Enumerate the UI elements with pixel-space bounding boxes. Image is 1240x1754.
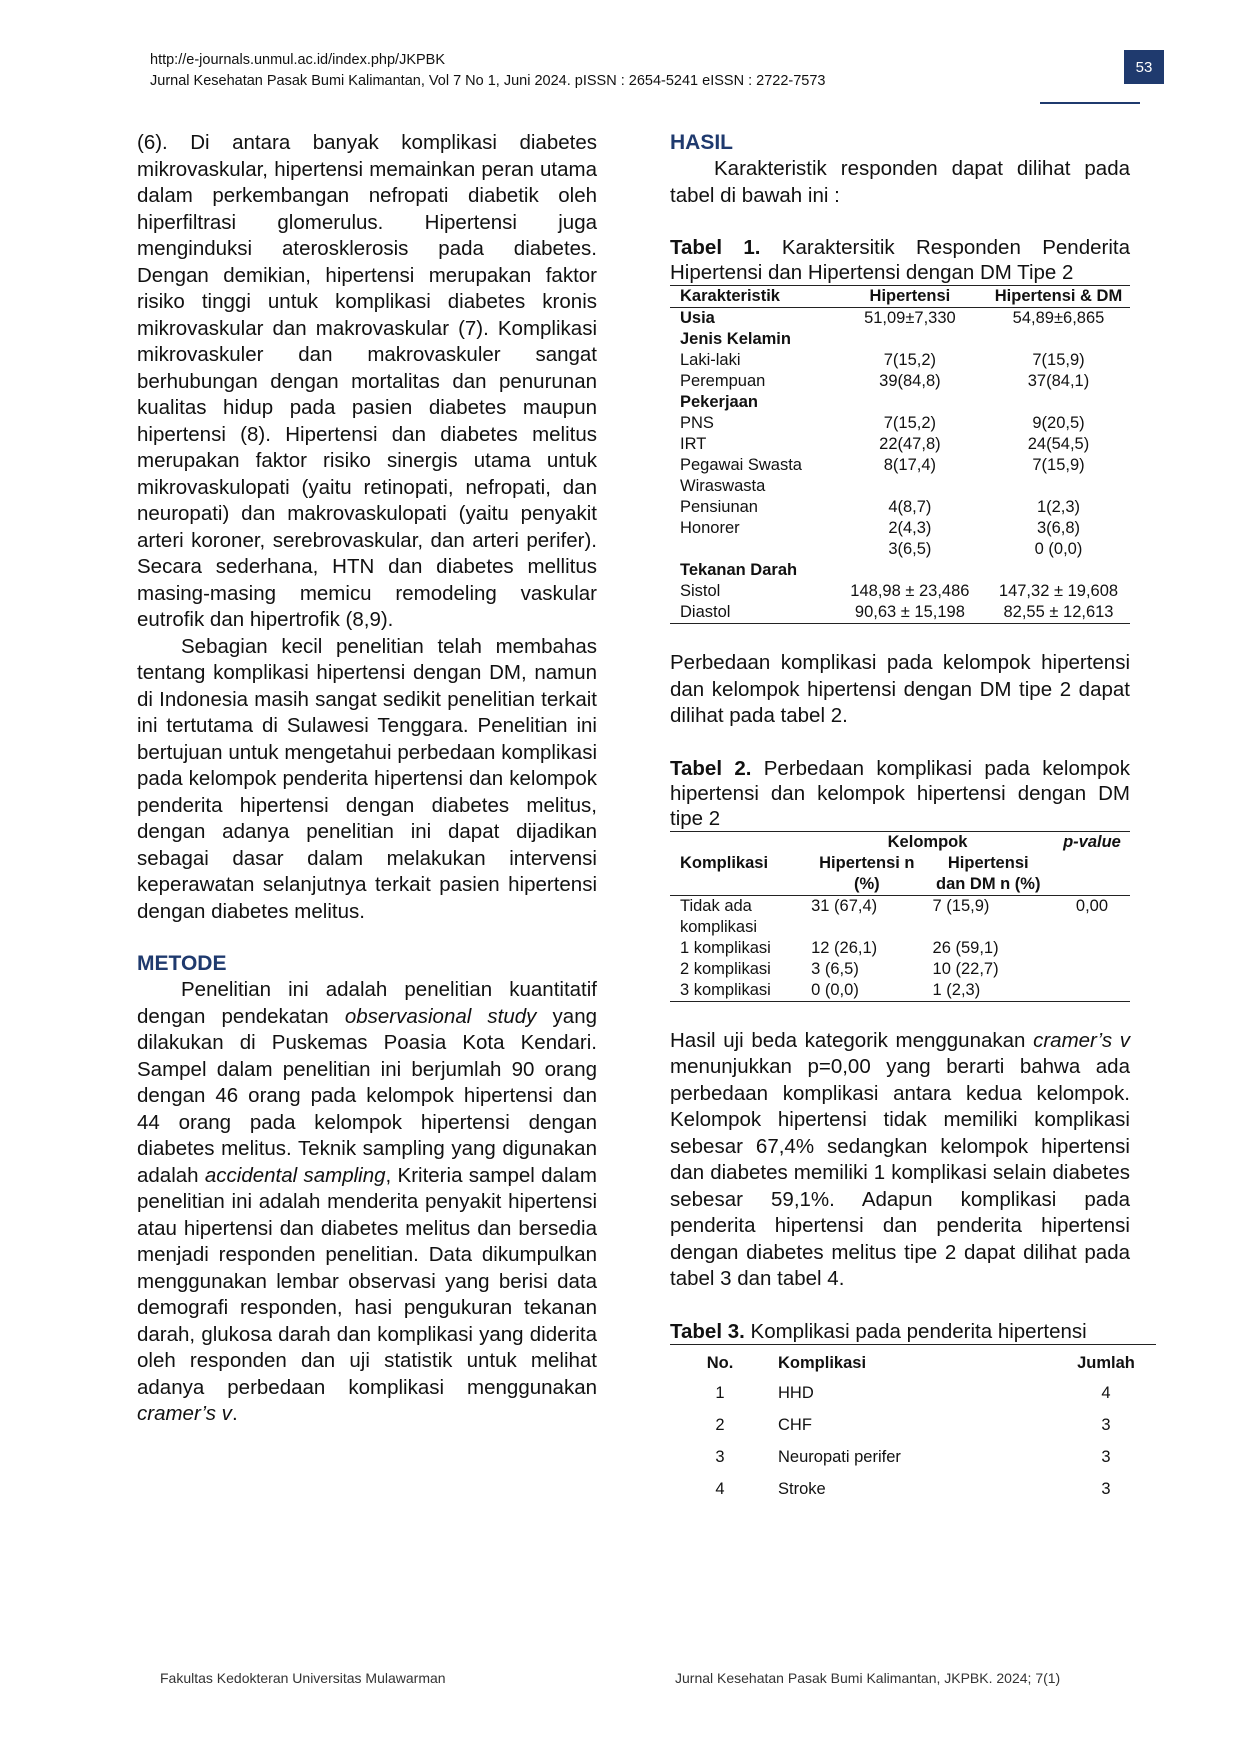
table-row: 2 CHF 3	[715, 1416, 1111, 1434]
footer-left: Fakultas Kedokteran Universitas Mulawarman	[160, 1670, 446, 1686]
table-3	[670, 1344, 1156, 1506]
metode-paragraph: Penelitian ini adalah penelitian kuantitatif dengan pendekatan observasional study yang dilakukan di Puskemas Poasia Kota Kendari. Sampel dalam penelitian ini berjumlah 90 orang dengan 46 orang pada kelompok hipertensi dan 44 orang pada kelompok hipertensi dengan diabetes melitus. Teknik sampling yang digunakan adalah accidental sampling, Kriteria sampel dalam penelitian ini adalah menderita penyakit hipertensi atau hipertensi dan diabetes melitus dan bersedia menjadi responden penelitian. Data dikumpulkan menggunakan lembar observasi yang berisi data demografi responden, hasi pengukuran tekanan darah, glukosa darah dan komplikasi yang diderita oleh responden dan uji statistik untuk melihat adanya perbedaan komplikasi menggunakan cramer’s v.	[137, 978, 598, 1425]
table-3-caption: Tabel 3. Komplikasi pada penderita hipertensi	[670, 1319, 1087, 1343]
left-column	[137, 130, 597, 1428]
table-row: Diastol 90,63 ± 15,198 82,55 ± 12,613	[670, 602, 1130, 624]
table-row: Sistol 148,98 ± 23,486 147,32 ± 19,608	[680, 582, 1119, 600]
table-row: Laki-laki 7(15,2) 7(15,9)	[680, 351, 1085, 369]
table-row: 3(6,5) 0 (0,0)	[888, 540, 1083, 558]
table-2-caption: Tabel 2. Perbedaan komplikasi pada kelompok hipertensi dan kelompok hipertensi dengan DM tipe 2	[670, 756, 1130, 830]
table-row: 4 Stroke 3	[715, 1480, 1111, 1498]
table-row: 1 komplikasi 12 (26,1) 26 (59,1)	[680, 938, 999, 957]
header-rule	[1040, 102, 1140, 104]
intro-paragraph-2: Sebagian kecil penelitian telah membahas tentang komplikasi hipertensi dengan DM, namun di Indonesia masih sangat sedikit penelitian terkait ini tertutama di Sulawesi Tenggara. Penelitian ini bertujuan untuk mengetahui perbedaan komplikasi pada kelompok penderita hipertensi dan kelompok penderita hipertensi dengan diabetes melitus, dengan adanya penelitian ini dapat dijadikan sebagai dasar dalam melakukan intervensi keperawatan selanjutnya terkait pasien hipertensi dengan diabetes melitus.	[137, 634, 597, 923]
hasil-intro: Karakteristik responden dapat dilihat pada tabel di bawah ini :	[670, 157, 1130, 207]
table-header-row: Hipertensi n (%) Hipertensi dan DM n (%)	[670, 853, 1130, 896]
paragraph-before-table-2: Perbedaan komplikasi pada kelompok hipertensi dan kelompok hipertensi dengan DM tipe 2 dapat dilihat pada tabel 2.	[670, 651, 1130, 727]
table-row: Jenis Kelamin	[680, 330, 791, 348]
table-row: Pekerjaan	[680, 393, 758, 411]
table-row: Usia 51,09±7,330 54,89±6,865	[680, 309, 1105, 327]
right-column	[670, 130, 1135, 1506]
metode-heading: METODE	[137, 952, 227, 975]
table-row: 3 Neuropati perifer 3	[715, 1448, 1111, 1466]
table-row: Perempuan 39(84,8) 37(84,1)	[680, 372, 1090, 390]
table-row: 1 HHD 4	[715, 1384, 1111, 1402]
header-url: http://e-journals.unmul.ac.id/index.php/JKPBK	[150, 52, 445, 68]
table-header-row: Komplikasi Kelompok p-value	[670, 831, 1130, 853]
header-journal-info: Jurnal Kesehatan Pasak Bumi Kalimantan, Vol 7 No 1, Juni 2024. pISSN : 2654-5241 eISSN : 2722-7573	[150, 73, 826, 89]
table-row: IRT 22(47,8) 24(54,5)	[680, 435, 1090, 453]
table-row: Tidak ada komplikasi 31 (67,4) 7 (15,9) 0,00	[680, 896, 1109, 936]
table-1-caption: Tabel 1. Karaktersitik Responden Penderita Hipertensi dan Hipertensi dengan DM Tipe 2	[670, 236, 1130, 284]
hasil-heading: HASIL	[670, 131, 733, 154]
page-number: 53	[1124, 50, 1164, 84]
table-row: Pensiunan 4(8,7) 1(2,3)	[680, 498, 1081, 516]
table-header-row: Karakteristik Hipertensi Hipertensi & DM	[670, 286, 1130, 308]
hasil-paragraph: Hasil uji beda kategorik menggunakan cramer’s v menunjukkan p=0,00 yang berarti bahwa ada perbedaan komplikasi antara kedua kelompok. Kelompok hipertensi tidak memiliki komplikasi sebesar 67,4% sedangkan kelompok hipertensi dan diabetes memiliki 1 komplikasi selain diabetes sebesar 59,1%. Adapun komplikasi pada penderita hipertensi dan penderita hipertensi dengan diabetes melitus tipe 2 dapat dilihat pada tabel 3 dan tabel 4.	[670, 1028, 1130, 1290]
table-header-row: No. Komplikasi Jumlah	[670, 1344, 1156, 1378]
table-row: 2 komplikasi 3 (6,5) 10 (22,7)	[680, 959, 999, 978]
table-1	[670, 285, 1130, 624]
table-row: 3 komplikasi 0 (0,0) 1 (2,3)	[670, 980, 1130, 1002]
table-row: Wiraswasta	[680, 477, 766, 495]
table-row: Pegawai Swasta 8(17,4) 7(15,9)	[680, 456, 1085, 474]
table-2	[670, 831, 1130, 1002]
table-row: PNS 7(15,2) 9(20,5)	[680, 414, 1085, 432]
footer-right: Jurnal Kesehatan Pasak Bumi Kalimantan, JKPBK. 2024; 7(1)	[675, 1670, 1061, 1686]
intro-paragraph-continued: (6). Di antara banyak komplikasi diabetes mikrovaskular, hipertensi memainkan peran utama dalam perkembangan nefropati diabetik oleh hiperfiltrasi glomerulus. Hipertensi juga menginduksi aterosklerosis pada diabetes. Dengan demikian, hipertensi merupakan faktor risiko tinggi untuk komplikasi diabetes kronis mikrovaskular dan makrovaskular (7). Komplikasi mikrovaskuler dan makrovaskuler sangat berhubungan dengan mortalitas dan penurunan kualitas hidup pada pasien diabetes maupun hipertensi (8). Hipertensi dan diabetes melitus merupakan faktor risiko sinergis utama untuk mikrovaskulopati (yaitu retinopati, nefropati, dan neuropati) dan makrovaskulopati (yaitu penyakit arteri koroner, serebrovaskular, dan arteri perifer). Secara sederhana, HTN dan diabetes mellitus masing-masing memicu remodeling vaskular eutrofik dan hipertrofik (8,9).	[137, 131, 597, 631]
table-row: Honorer 2(4,3) 3(6,8)	[680, 519, 1081, 537]
table-row: Tekanan Darah	[680, 561, 798, 579]
